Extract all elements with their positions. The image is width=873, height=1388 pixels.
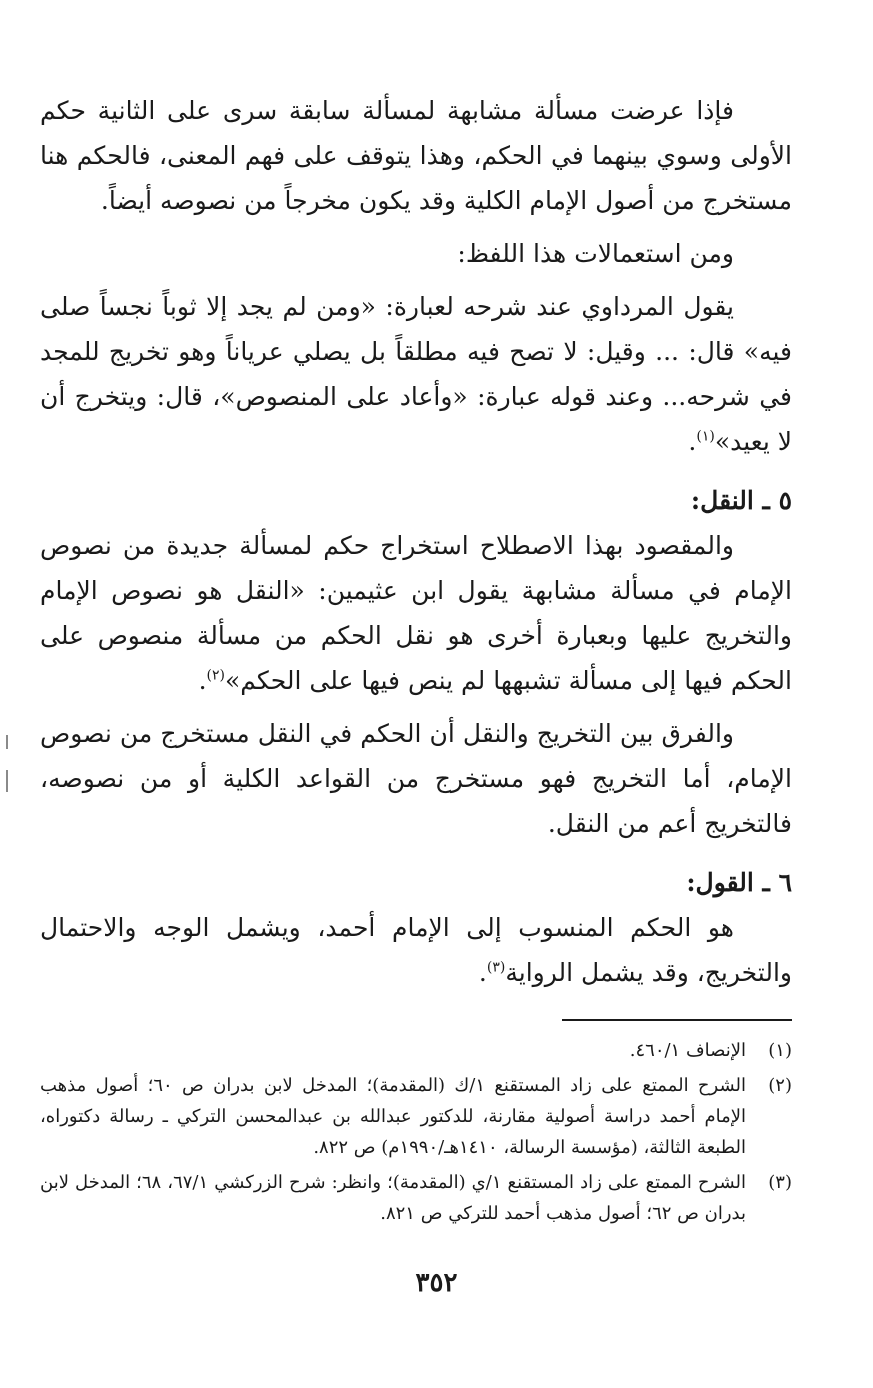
footnote-number: (٣) <box>768 1172 792 1193</box>
footnote-number: (١) <box>768 1040 792 1061</box>
footnote-3 <box>40 1167 792 1229</box>
paragraph-usages-intro: ومن استعمالات هذا اللفظ: <box>457 239 734 268</box>
scan-margin-mark <box>6 770 8 792</box>
section-heading-naql: ٥ ـ النقل: <box>690 486 792 515</box>
footnote-text: الإنصاف ٤٦٠/١. <box>629 1040 746 1061</box>
footnote-1 <box>40 1035 792 1066</box>
footnote-2 <box>40 1070 792 1163</box>
footnote-ref-3[interactable]: (٣) <box>486 959 506 976</box>
footnote-number: (٢) <box>768 1075 792 1096</box>
page-number: ٣٥٢ <box>415 1268 458 1298</box>
paragraph-naql-definition: والمقصود بهذا الاصطلاح استخراج حكم لمسألة جديدة من نصوص الإمام في مسألة مشابهة يقول ابن عثيمين: «النقل هو نصوص الإمام والتخريج عليها وبعبارة أخرى هو نقل الحكم من مسألة منصوص على الحكم فيها إلى مسألة تشبهها لم ينص فيها على الحكم»$^{(٢)}$. <box>40 531 792 695</box>
scan-margin-mark <box>6 735 8 749</box>
section-heading-qawl: ٦ ـ القول: <box>686 868 792 897</box>
footnote-ref-1[interactable]: (١) <box>696 428 715 445</box>
footnote-ref-2[interactable]: (٢) <box>206 667 225 684</box>
paragraph-qawl-definition: هو الحكم المنسوب إلى الإمام أحمد، ويشمل الوجه والاحتمال والتخريج، وقد يشمل الرواية$^{(٣)}$. <box>40 913 792 987</box>
paragraph-qiyas-explanation: فإذا عرضت مسألة مشابهة لمسألة سابقة سرى على الثانية حكم الأولى وسوي بينهما في الحكم، وهذا يتوقف على فهم المعنى، فالحكم هنا مستخرج من أصول الإمام الكلية وقد يكون مخرجاً من نصوصه أيضاً. <box>40 96 792 215</box>
footnote-text: الشرح الممتع على زاد المستقنع ١/ك (المقدمة)؛ المدخل لابن بدران ص ٦٠؛ أصول مذهب الإمام أحمد دراسة أصولية مقارنة، للدكتور عبدالله بن عبدالمحسن التركي ـ رسالة دكتوراه، الطبعة الثالثة، (مؤسسة الرسالة، ١٤١٠هـ/١٩٩٠م) ص ٨٢٢. <box>40 1075 747 1158</box>
page-body <box>40 88 792 1233</box>
paragraph-mardawi-quote: يقول المرداوي عند شرحه لعبارة: «ومن لم يجد إلا ثوباً نجساً صلى فيه» قال: ... وقيل: لا تصح فيه مطلقاً بل يصلي عرياناً وهو تخريج للمجد في شرحه... وعند قوله عبارة: «وأعاد على المنصوص»، قال: ويتخرج أن لا يعيد»$^{(١)}$. <box>40 292 792 456</box>
footnote-text: الشرح الممتع على زاد المستقنع ١/ي (المقدمة)؛ وانظر: شرح الزركشي ٦٧/١، ٦٨؛ المدخل لابن بدران ص ٦٢؛ أصول مذهب أحمد للتركي ص ٨٢١. <box>40 1172 747 1224</box>
footnote-separator <box>562 1019 792 1021</box>
paragraph-naql-takhrij-difference: والفرق بين التخريج والنقل أن الحكم في النقل مستخرج من نصوص الإمام، أما التخريج فهو مستخرج من القواعد الكلية أو من نصوصه، فالتخريج أعم من النقل. <box>40 719 792 838</box>
